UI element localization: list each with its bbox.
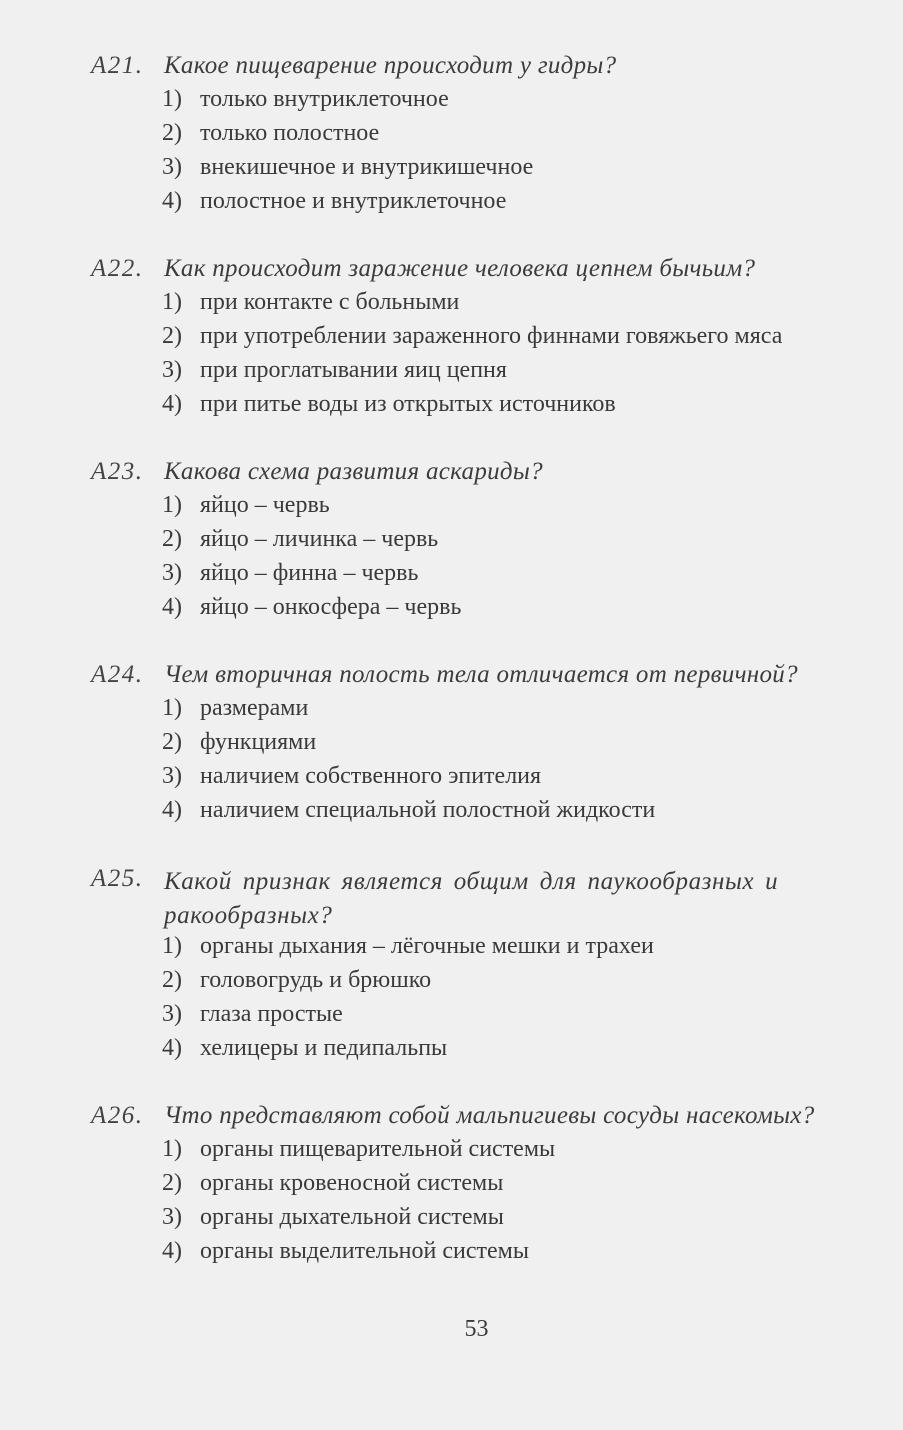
option-number: 2): [162, 1170, 182, 1196]
option-text: органы дыхания – лёгочные мешки и трахеи: [200, 933, 654, 959]
option-text: органы пищеварительной системы: [200, 1136, 556, 1162]
option-number: 2): [162, 967, 182, 993]
option-text: органы кровеносной системы: [200, 1170, 504, 1196]
answer-option: [0, 120, 903, 154]
answer-option: [0, 526, 903, 560]
option-text: полостное и внутриклеточное: [200, 188, 507, 214]
answer-option: [0, 323, 903, 357]
option-number: 4): [162, 594, 182, 620]
answer-option: [0, 729, 903, 763]
answer-options: [0, 86, 903, 222]
answer-option: [0, 1001, 903, 1035]
answer-options: [0, 933, 903, 1069]
question-number: А26.: [91, 1102, 144, 1129]
answer-option: [0, 1204, 903, 1238]
option-text: яйцо – онкосфера – червь: [200, 594, 462, 620]
answer-option: [0, 1170, 903, 1204]
question-a24: [0, 661, 903, 831]
option-text: глаза простые: [200, 1001, 343, 1027]
question-a26: [0, 1102, 903, 1272]
answer-option: [0, 391, 903, 425]
answer-option: [0, 492, 903, 526]
option-number: 2): [162, 526, 182, 552]
option-number: 1): [162, 1136, 182, 1162]
page-number: 53: [464, 1316, 489, 1342]
answer-option: [0, 154, 903, 188]
answer-options: [0, 289, 903, 425]
option-text: функциями: [200, 729, 317, 755]
option-number: 4): [162, 1035, 182, 1061]
question-a22: [0, 255, 903, 425]
question-number: А25.: [91, 865, 144, 892]
option-number: 3): [162, 560, 182, 586]
question-number: А24.: [91, 661, 144, 688]
question-text: Какова схема развития аскариды?: [164, 458, 543, 485]
option-text: при контакте с больными: [200, 289, 460, 315]
option-number: 2): [162, 323, 182, 349]
answer-option: [0, 86, 903, 120]
option-text: при употреблении зараженного финнами говяжьего мяса: [200, 323, 783, 349]
question-text: Чем вторичная полость тела отличается от первичной?: [164, 661, 798, 688]
answer-option: [0, 289, 903, 323]
option-text: при проглатывании яиц цепня: [200, 357, 507, 383]
question-text: Какое пищеварение происходит у гидры?: [164, 52, 617, 79]
option-number: 1): [162, 86, 182, 112]
option-text: яйцо – финна – червь: [200, 560, 419, 586]
option-number: 1): [162, 289, 182, 315]
question-text: Какой признак является общим для паукообразных и ракообразных?: [164, 868, 779, 929]
option-number: 2): [162, 729, 182, 755]
option-text: только внутриклеточное: [200, 86, 449, 112]
option-number: 3): [162, 357, 182, 383]
option-text: органы выделительной системы: [200, 1238, 529, 1264]
option-number: 3): [162, 154, 182, 180]
answer-option: [0, 560, 903, 594]
answer-option: [0, 695, 903, 729]
option-number: 4): [162, 188, 182, 214]
question-a23: [0, 458, 903, 628]
option-text: только полостное: [200, 120, 380, 146]
option-text: органы дыхательной системы: [200, 1204, 504, 1230]
answer-option: [0, 763, 903, 797]
question-a21: [0, 52, 903, 222]
option-text: при питье воды из открытых источников: [200, 391, 616, 417]
option-text: наличием собственного эпителия: [200, 763, 542, 789]
answer-option: [0, 1136, 903, 1170]
option-number: 3): [162, 1204, 182, 1230]
question-a25: [0, 865, 903, 1069]
question-number: А22.: [91, 255, 144, 282]
answer-option: [0, 933, 903, 967]
question-number: А21.: [91, 52, 144, 79]
question-text: Как происходит заражение человека цепнем бычьим?: [164, 255, 756, 282]
option-text: головогрудь и брюшко: [200, 967, 432, 993]
answer-option: [0, 797, 903, 831]
answer-options: [0, 695, 903, 831]
option-number: 4): [162, 391, 182, 417]
option-text: яйцо – личинка – червь: [200, 526, 439, 552]
answer-option: [0, 1238, 903, 1272]
answer-option: [0, 1035, 903, 1069]
option-number: 4): [162, 797, 182, 823]
question-text: Что представляют собой мальпигиевы сосуды насекомых?: [164, 1102, 815, 1129]
option-text: хелицеры и педипальпы: [200, 1035, 448, 1061]
option-text: внекишечное и внутрикишечное: [200, 154, 534, 180]
option-number: 1): [162, 695, 182, 721]
option-text: яйцо – червь: [200, 492, 330, 518]
option-number: 1): [162, 933, 182, 959]
answer-option: [0, 594, 903, 628]
answer-option: [0, 188, 903, 222]
option-number: 1): [162, 492, 182, 518]
answer-option: [0, 967, 903, 1001]
option-text: наличием специальной полостной жидкости: [200, 797, 656, 823]
answer-options: [0, 1136, 903, 1272]
option-number: 4): [162, 1238, 182, 1264]
answer-options: [0, 492, 903, 628]
option-number: 3): [162, 763, 182, 789]
option-text: размерами: [200, 695, 309, 721]
option-number: 2): [162, 120, 182, 146]
question-number: А23.: [91, 458, 144, 485]
answer-option: [0, 357, 903, 391]
option-number: 3): [162, 1001, 182, 1027]
